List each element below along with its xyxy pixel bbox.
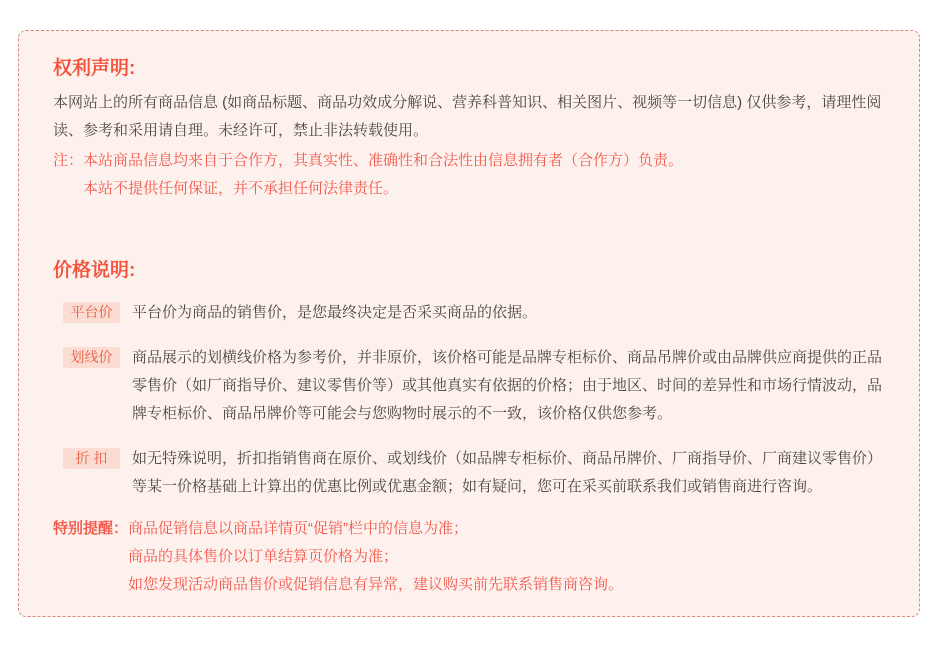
- note-lines: [83, 147, 683, 203]
- platform-price-text: 平台价为商品的销售价，是您最终决定是否采买商品的依据。: [132, 304, 538, 321]
- price-item-discount: [53, 445, 885, 501]
- rights-statement-body: 本网站上的所有商品信息 (如商品标题、商品功效成分解说、营养科普知识、相关图片、视频等一切信息) 仅供参考，请理性阅读、参考和采用请自理。未经许可，禁止非法转载使用。: [53, 94, 882, 139]
- rights-statement-title: 权利声明:: [53, 58, 136, 79]
- discount-text: 如无特殊说明，折扣指销售商在原价、或划线价（如品牌专柜标价、商品吊牌价、厂商指导价、厂商建议零售价）等某一价格基础上计算出的优惠比例或优惠金额；如有疑问，您可在采买前联系我们或销售商进行咨询。: [132, 450, 883, 495]
- note-line: 本站商品信息均来自于合作方，其真实性、准确性和合法性由信息拥有者（合作方）负责。: [83, 152, 684, 169]
- reminder-line: 如您发现活动商品售价或促销信息有异常，建议购买前先联系销售商咨询。: [128, 576, 624, 593]
- reminder-line: 商品的具体售价以订单结算页价格为准；: [128, 548, 399, 565]
- special-reminder-lines: [128, 515, 623, 599]
- discount-badge: 折 扣: [63, 448, 120, 469]
- disclaimer-panel: [18, 30, 920, 617]
- note-label: 注：: [53, 152, 84, 169]
- price-item-strikethrough-price: [53, 344, 885, 428]
- strikethrough-price-text: 商品展示的划横线价格为参考价，并非原价，该价格可能是品牌专柜标价、商品吊牌价或由品牌供应商提供的正品零售价（如厂商指导价、建议零售价等）或其他真实有依据的价格；由于地区、时间的差异性和市场行情波动，品牌专柜标价、商品吊牌价等可能会与您购物时展示的不一致，该价格仅供您参考。: [132, 349, 883, 422]
- special-reminder: [53, 515, 885, 599]
- rights-note: [53, 147, 885, 203]
- reminder-line: 商品促销信息以商品详情页“促销”栏中的信息为准；: [128, 520, 469, 537]
- price-item-platform-price: [53, 299, 885, 327]
- platform-price-badge: 平台价: [63, 302, 120, 323]
- price-explanation-title: 价格说明:: [53, 260, 136, 281]
- strikethrough-price-badge: 划线价: [63, 347, 120, 368]
- note-line: 本站不提供任何保证，并不承担任何法律责任。: [83, 180, 399, 197]
- special-reminder-label: 特别提醒：: [53, 520, 129, 537]
